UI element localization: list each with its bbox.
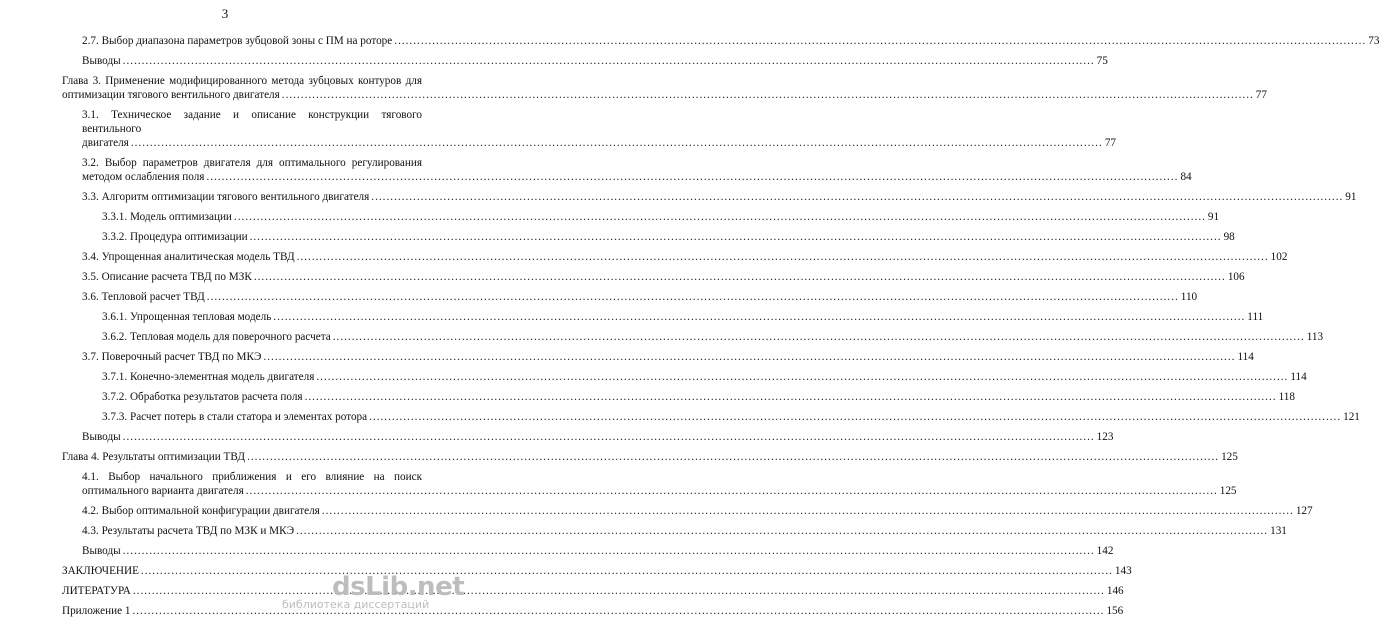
toc-entry [62, 350, 1254, 364]
toc-entry-number: 3.7.3. [102, 411, 128, 423]
toc-leader-dots [234, 210, 1206, 224]
toc-entry-title [102, 310, 271, 324]
page-number: 3 [221, 6, 229, 21]
toc-entry-title [102, 330, 331, 344]
toc-entry-number: 3.2. [82, 157, 99, 169]
toc-entry-title [82, 430, 121, 444]
toc-entry-text: Техническое задание и описание конструкции тягового вентильного [82, 109, 423, 135]
toc-entry-title [82, 54, 121, 68]
toc-entry [62, 390, 1295, 404]
toc-entry-title [82, 108, 422, 136]
watermark-subtitle: библиотека диссертаций [282, 598, 430, 611]
toc-entry-title [82, 34, 392, 48]
toc-entry [62, 524, 1287, 538]
toc-entry-number: 3.7.1. [102, 371, 128, 383]
toc-entry-title [82, 270, 252, 284]
toc-entry-text: Описание расчета ТВД по МЗК [101, 271, 252, 283]
toc-entry-number: 3.7.2. [102, 391, 128, 403]
toc-entry-page: 142 [1096, 545, 1114, 557]
toc-leader-dots [394, 34, 1366, 48]
toc-entry-title [102, 410, 367, 424]
toc-entry [62, 34, 1379, 48]
toc-entry [62, 470, 1237, 498]
toc-entry-number: 3.3. [82, 191, 99, 203]
toc-entry-text: Выбор параметров двигателя для оптимального регулирования [104, 157, 423, 169]
toc-entry-title [82, 470, 422, 484]
toc-entry-page: 73 [1368, 35, 1379, 47]
toc-entry [62, 74, 1267, 102]
toc-entry-title [62, 564, 139, 578]
toc-entry [62, 544, 1114, 558]
toc-entry-title [62, 74, 422, 88]
toc-entry [62, 330, 1324, 344]
toc-leader-dots [369, 410, 1341, 424]
toc-entry-page: 77 [1255, 89, 1267, 101]
toc-entry-number: 3.6. [82, 291, 99, 303]
toc-leader-dots [297, 250, 1269, 264]
toc-entry [62, 430, 1114, 444]
toc-entry-text: Конечно-элементная модель двигателя [129, 371, 315, 383]
toc-entry [62, 450, 1238, 464]
toc-entry-number: 3.6.1. [102, 311, 128, 323]
toc-entry-text: Обработка результатов расчета поля [129, 391, 303, 403]
toc-entry-page: 77 [1104, 137, 1116, 149]
toc-entry-number: 4.2. [82, 505, 99, 517]
toc-entry-page: 123 [1096, 431, 1114, 443]
toc-leader-dots [316, 370, 1288, 384]
toc-entry [62, 410, 1360, 424]
toc-entry-number: 3.6.2. [102, 331, 128, 343]
toc-entry-title [102, 370, 314, 384]
toc-leader-dots [371, 190, 1343, 204]
toc-entry [62, 370, 1307, 384]
toc-entry [62, 156, 1192, 184]
toc-entry-title [82, 504, 320, 518]
toc-entry-text: Результаты расчета ТВД по МЗК и МКЭ [101, 525, 295, 537]
toc-entry-page: 75 [1096, 55, 1108, 67]
toc-entry-page: 143 [1114, 565, 1132, 577]
toc-entry-number: 2.7. [82, 35, 99, 47]
toc-leader-dots [132, 604, 1104, 618]
toc-entry [62, 270, 1245, 284]
toc-entry-page: 91 [1345, 191, 1357, 203]
toc-entry-text: Алгоритм оптимизации тягового вентильного двигателя [101, 191, 370, 203]
toc-entry-page: 114 [1237, 351, 1254, 363]
toc-leader-dots [282, 88, 1254, 102]
watermark-logo-text: dsLib.net [332, 572, 465, 602]
toc-leader-dots [296, 524, 1268, 538]
toc-entry-title [82, 190, 369, 204]
toc-entry [62, 54, 1108, 68]
toc-entry-number: 3.4. [82, 251, 99, 263]
toc-leader-dots [263, 350, 1235, 364]
toc-entry-title [62, 450, 245, 464]
toc-entry-text-continued: методом ослабления поля [82, 171, 205, 183]
toc-entry-title [62, 584, 131, 598]
toc-leader-dots [123, 430, 1095, 444]
toc-entry-page: 131 [1270, 525, 1287, 537]
toc-entry-text: Процедура оптимизации [129, 231, 248, 243]
toc-entry-text: Глава 4. Результаты оптимизации ТВД [62, 451, 246, 463]
toc-leader-dots [322, 504, 1294, 518]
toc-entry-text: Упрощенная аналитическая модель ТВД [101, 251, 295, 263]
toc-entry-title [82, 524, 294, 538]
toc-entry [62, 108, 1116, 150]
toc-entry-text: Выводы [82, 431, 121, 443]
toc-entry-text: ЛИТЕРАТУРА [62, 585, 131, 597]
toc-entry-page: 110 [1180, 291, 1198, 303]
toc-entry-title [82, 250, 295, 264]
toc-leader-dots [254, 270, 1226, 284]
toc-entry-title [102, 210, 232, 224]
toc-entry [62, 250, 1288, 264]
toc-leader-dots [131, 136, 1103, 150]
toc-entry-text-continued: оптимизации тягового вентильного двигателя [62, 89, 280, 101]
toc-entry-text: Выбор диапазона параметров зубцовой зоны с ПМ на роторе [101, 35, 393, 47]
toc-entry-text: Модель оптимизации [129, 211, 232, 223]
toc-entry-text: Выбор начального приближения и его влияние на поиск [108, 471, 422, 483]
toc-entry-text: Тепловой расчет ТВД [101, 291, 205, 303]
toc-entry-text: Глава 3. Применение модифицированного метода зубцовых контуров для [62, 75, 422, 87]
toc-entry-page: 84 [1180, 171, 1192, 183]
toc-entry-page: 125 [1219, 485, 1237, 497]
toc-entry-text: Выводы [82, 545, 121, 557]
toc-entry [62, 290, 1198, 304]
toc-entry-number: 4.1. [82, 471, 99, 483]
toc-entry-number: 3.5. [82, 271, 99, 283]
toc-entry-text: Приложение 1 [62, 605, 131, 617]
toc-entry-page: 91 [1207, 211, 1220, 223]
toc-entry-text: ЗАКЛЮЧЕНИЕ [62, 565, 139, 577]
toc-entry-text: Тепловая модель для поверочного расчета [129, 331, 331, 343]
toc-entry-number: 3.7. [82, 351, 99, 363]
toc-leader-dots [141, 564, 1113, 578]
toc-entry-number: 3.3.1. [102, 211, 128, 223]
toc-entry-title [82, 156, 422, 170]
toc-leader-dots [123, 544, 1095, 558]
toc-entry-text-continued: двигателя [82, 137, 129, 149]
toc-leader-dots [123, 54, 1095, 68]
toc-entry-page: 106 [1227, 271, 1245, 283]
toc-entry-title [82, 350, 261, 364]
toc-entry-page: 121 [1343, 411, 1360, 423]
watermark-logo [282, 572, 465, 611]
toc-leader-dots [250, 230, 1222, 244]
toc-entry-text-continued: оптимального варианта двигателя [82, 485, 244, 497]
toc-entry-title [82, 544, 121, 558]
toc-leader-dots [273, 310, 1245, 324]
toc-entry-text: Выбор оптимальной конфигурации двигателя [101, 505, 320, 517]
toc-entry-title [62, 604, 130, 618]
toc-leader-dots [305, 390, 1277, 404]
toc-entry [62, 210, 1220, 224]
toc-entry-page: 102 [1270, 251, 1288, 263]
toc-entry-page: 156 [1106, 605, 1124, 617]
toc-entry-text: Поверочный расчет ТВД по МКЭ [101, 351, 262, 363]
toc-leader-dots [207, 290, 1179, 304]
toc-entry [62, 190, 1357, 204]
toc-entry-title [102, 390, 303, 404]
toc-leader-dots [246, 484, 1218, 498]
toc-entry-text: Выводы [82, 55, 121, 67]
toc-entry-page: 114 [1290, 371, 1307, 383]
toc-entry-page: 118 [1278, 391, 1295, 403]
table-of-contents [62, 34, 1379, 624]
toc-entry-page: 113 [1306, 331, 1324, 343]
toc-leader-dots [247, 450, 1219, 464]
toc-entry-number: 4.3. [82, 525, 99, 537]
toc-entry-title [102, 230, 248, 244]
toc-entry [62, 310, 1264, 324]
toc-entry-number: 3.1. [82, 109, 99, 121]
toc-leader-dots [206, 170, 1178, 184]
toc-leader-dots [333, 330, 1305, 344]
toc-leader-dots [133, 584, 1105, 598]
toc-entry [62, 230, 1235, 244]
toc-entry-page: 111 [1247, 311, 1264, 323]
toc-entry-page: 98 [1223, 231, 1235, 243]
toc-entry-text: Упрощенная тепловая модель [129, 311, 272, 323]
toc-entry-number: 3.3.2. [102, 231, 128, 243]
toc-entry [62, 504, 1313, 518]
toc-entry-page: 125 [1221, 451, 1238, 463]
toc-entry-title [82, 290, 205, 304]
toc-entry-text: Расчет потерь в стали статора и элементах ротора [129, 411, 368, 423]
toc-entry-page: 146 [1106, 585, 1124, 597]
toc-entry-page: 127 [1295, 505, 1313, 517]
